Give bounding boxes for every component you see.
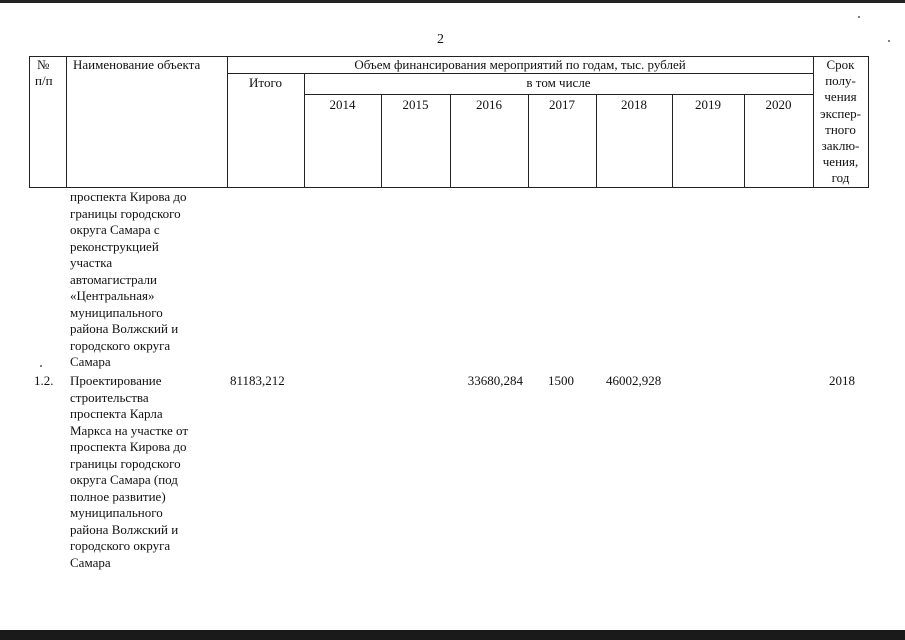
scan-border-bottom <box>0 630 905 640</box>
header-funding: Объем финансирования мероприятий по годам, тыс. рублей <box>354 57 686 72</box>
row-total: 81183,212 <box>230 373 285 388</box>
header-deadline: Срок полу- чения экспер- тного заклю- чения, год <box>820 57 861 186</box>
header-object-name: Наименование объекта <box>73 57 201 72</box>
page-number: 2 <box>437 32 444 47</box>
header-year-2019: 2019 <box>695 97 721 112</box>
header-total: Итого <box>249 75 282 90</box>
row-number: 1.2. <box>34 373 54 388</box>
continued-row-name: проспекта Кирова до границы городского округа Самара с реконструкцией участка автомагистрали «Центральная» муниципального района Волжский и городского округа Самара <box>70 189 187 369</box>
row-2017-value: 1500 <box>548 373 574 388</box>
header-year-2020: 2020 <box>765 97 792 112</box>
header-year-2016: 2016 <box>476 97 502 112</box>
header-including: в том числе <box>526 75 591 90</box>
header-number-sub: п/п <box>35 73 53 88</box>
row-2016-value: 33680,284 <box>467 373 523 388</box>
header-year-2017: 2017 <box>549 97 575 112</box>
header-year-2014: 2014 <box>329 97 356 112</box>
scan-speck <box>40 365 42 367</box>
row-2018-value: 46002,928 <box>606 373 662 388</box>
scan-speck <box>888 40 890 42</box>
header-year-2015: 2015 <box>402 97 429 112</box>
scan-speck <box>858 16 860 18</box>
scan-border-top <box>0 0 905 3</box>
header-number: № <box>37 57 50 72</box>
header-year-2018: 2018 <box>621 97 647 112</box>
row-deadline: 2018 <box>829 373 855 388</box>
row-name: Проектирование строительства проспекта Карла Маркса на участке от проспекта Кирова до границы городского округа Самара (под полное развитие) муниципального района Волжский и городского округа Самара <box>70 373 189 570</box>
